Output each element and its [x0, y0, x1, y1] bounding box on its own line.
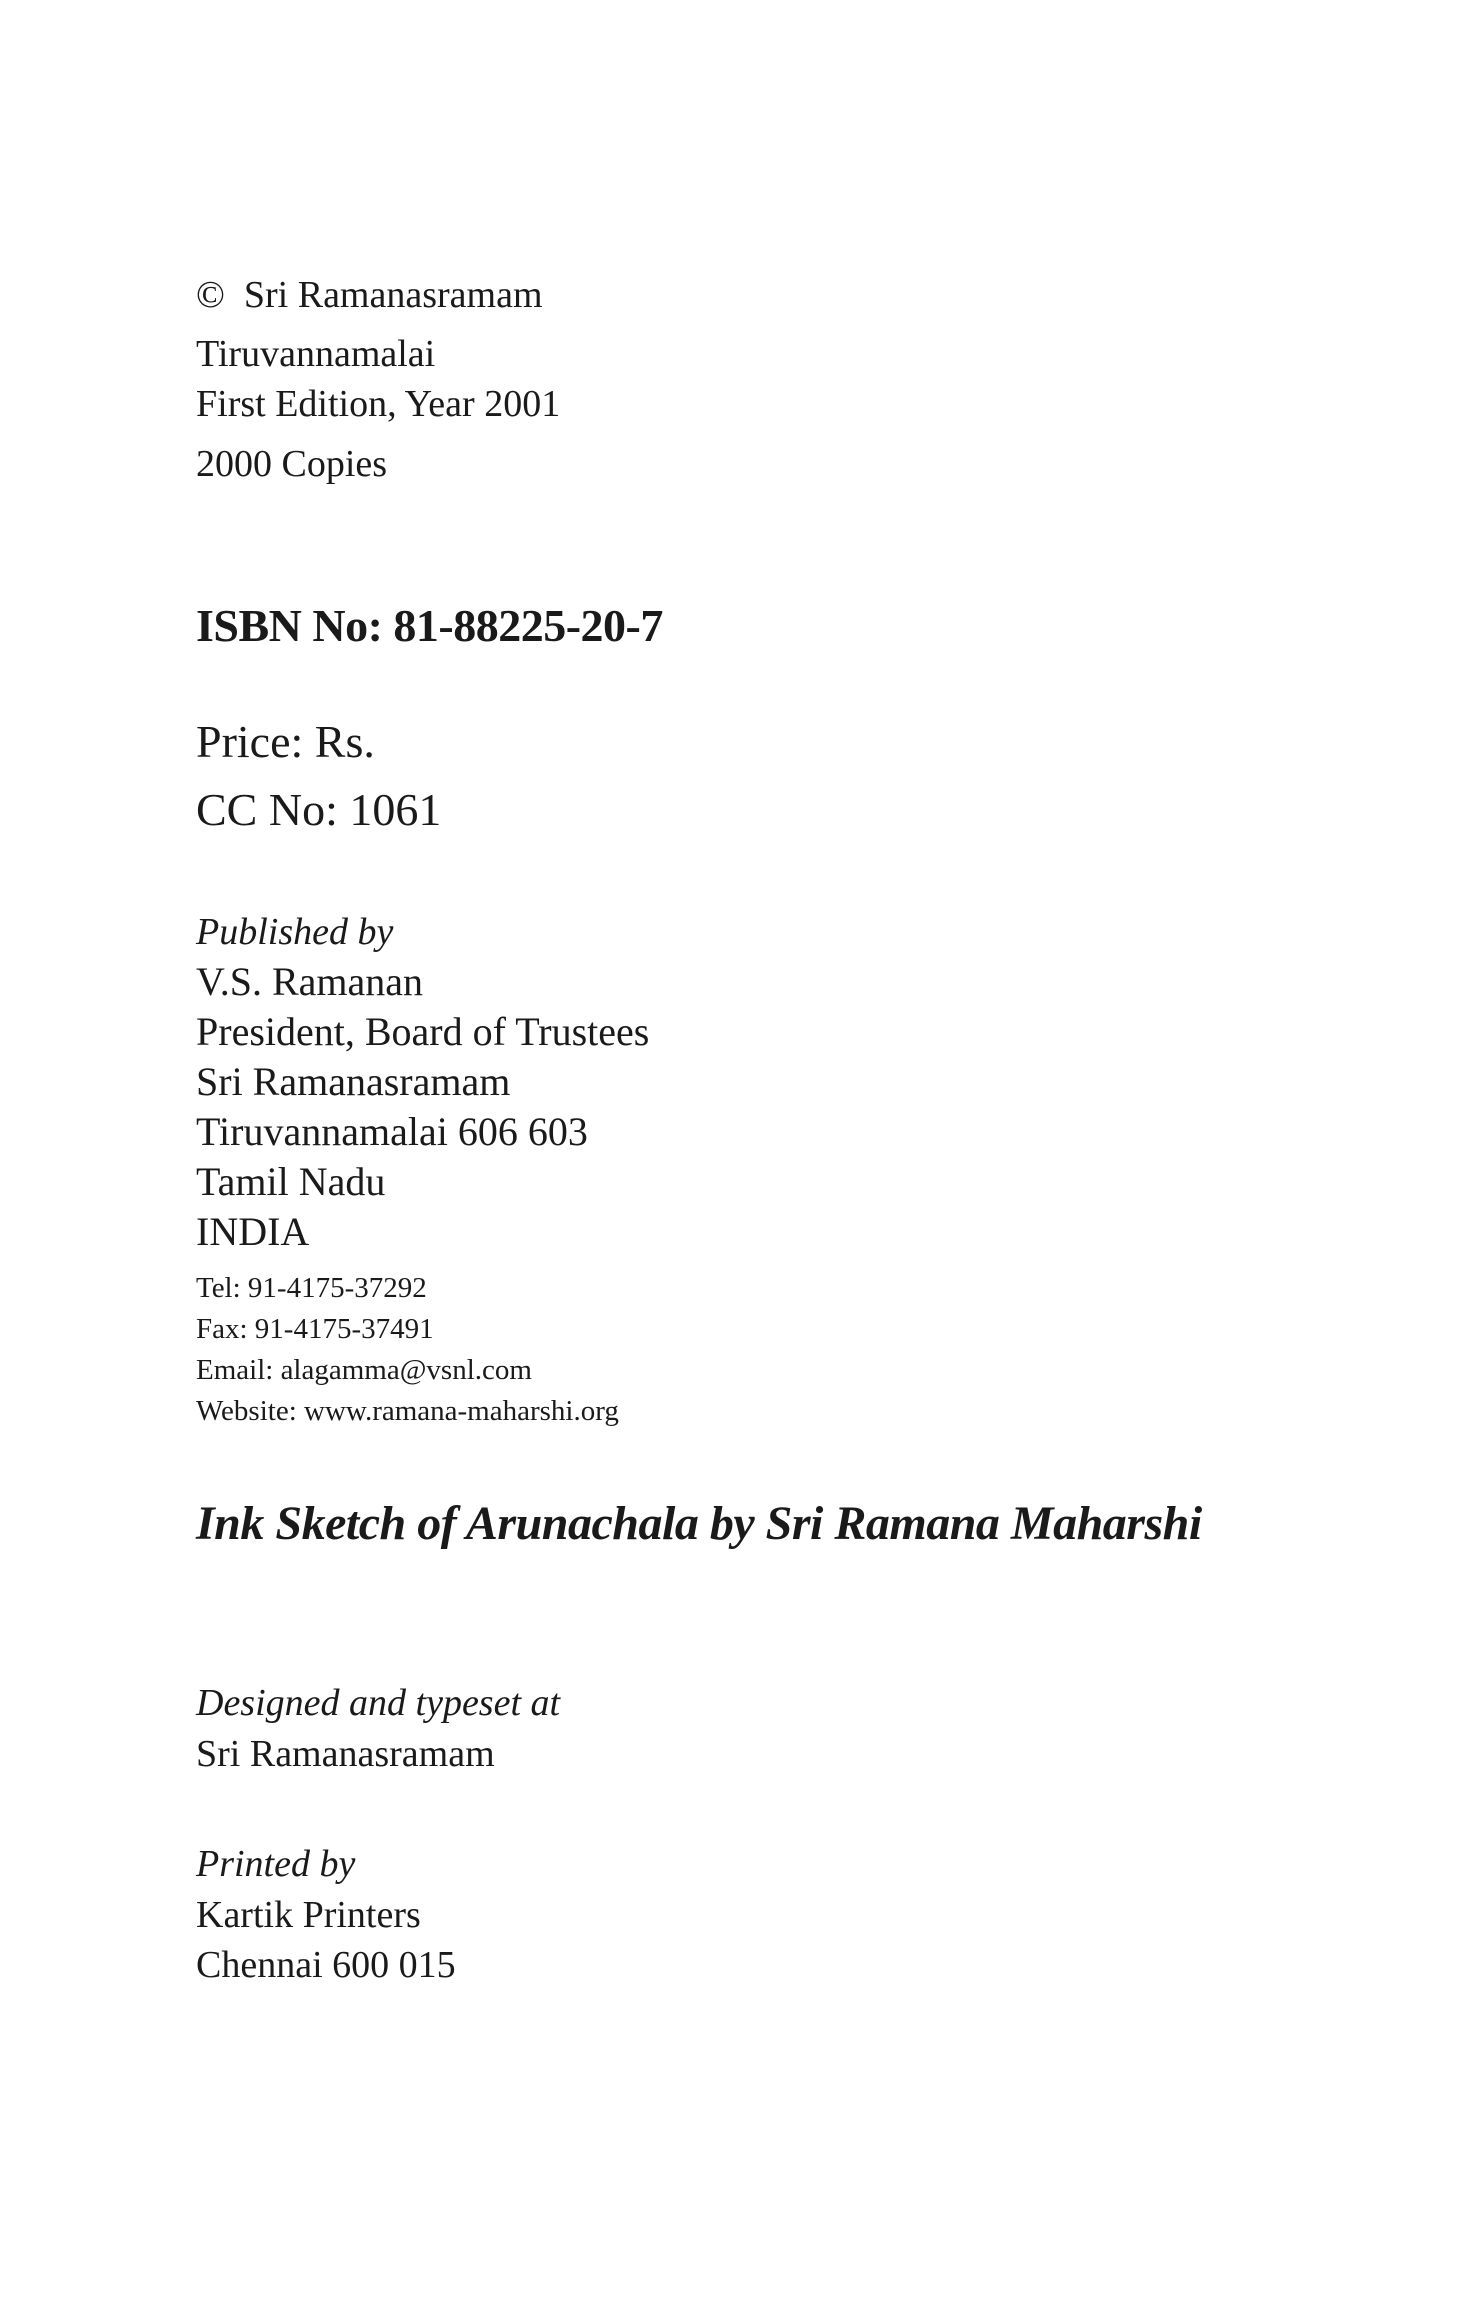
cover-art-caption: Ink Sketch of Arunachala by Sri Ramana Maharshi — [196, 1497, 1202, 1550]
cc-number-line: CC No: 1061 — [196, 784, 442, 835]
edition-line: First Edition, Year 2001 — [196, 383, 561, 425]
copies-line: 2000 Copies — [196, 443, 388, 485]
publisher-state: Tamil Nadu — [196, 1159, 386, 1204]
published-by-heading: Published by — [196, 911, 394, 953]
printed-by-heading: Printed by — [196, 1843, 356, 1885]
publisher-telephone: Tel: 91-4175-37292 — [196, 1272, 427, 1304]
publisher-email: Email: alagamma@vsnl.com — [196, 1354, 532, 1386]
publisher-country: INDIA — [196, 1209, 310, 1254]
designed-by-heading: Designed and typeset at — [196, 1682, 561, 1724]
publisher-fax: Fax: 91-4175-37491 — [196, 1313, 434, 1345]
publisher-organization: Sri Ramanasramam — [196, 1059, 511, 1104]
copyright-city: Tiruvannamalai — [196, 333, 436, 375]
copyright-holder: Sri Ramanasramam — [243, 274, 543, 316]
designed-at-place: Sri Ramanasramam — [196, 1733, 495, 1775]
isbn-line: ISBN No: 81-88225-20-7 — [196, 600, 663, 651]
price-line: Price: Rs. — [196, 716, 375, 767]
copyright-symbol: © — [196, 274, 225, 316]
copyright-line — [196, 276, 543, 314]
publisher-title: President, Board of Trustees — [196, 1009, 650, 1054]
publisher-name: V.S. Ramanan — [196, 959, 424, 1004]
printer-name: Kartik Printers — [196, 1894, 421, 1936]
publisher-city: Tiruvannamalai 606 603 — [196, 1109, 588, 1154]
printer-city: Chennai 600 015 — [196, 1944, 456, 1986]
publisher-website: Website: www.ramana-maharshi.org — [196, 1395, 619, 1427]
